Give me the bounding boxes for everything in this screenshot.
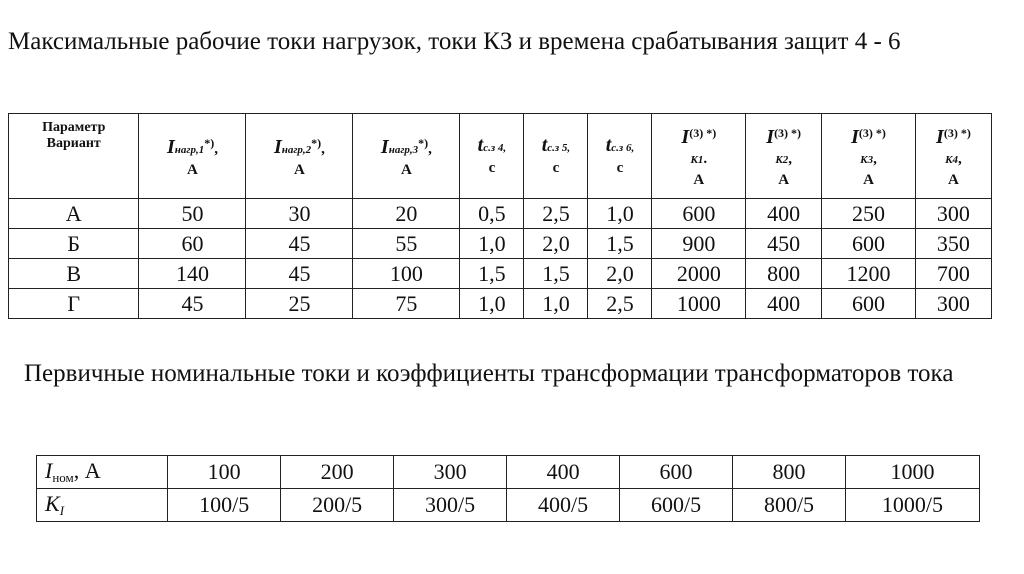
header-i-k2: $I^{(3) *)}$ К2, А — [746, 114, 822, 199]
header-t-prot-5: tс.з 5, с — [524, 114, 588, 199]
table-cell: 45 — [246, 229, 353, 259]
variant-cell: Г — [9, 289, 139, 319]
table-cell: 0,5 — [460, 199, 524, 229]
row-label-i-nom: $I_{ном}$, А — [37, 456, 168, 489]
table-cell: 1000 — [652, 289, 746, 319]
table-cell: 800 — [746, 259, 822, 289]
table-cell: 25 — [246, 289, 353, 319]
header-i-load-2: Iнагр,2*), А — [246, 114, 353, 199]
table-cell: 200 — [281, 456, 394, 489]
table-cell: 2000 — [652, 259, 746, 289]
table-row — [9, 289, 992, 319]
table-cell: 400/5 — [507, 489, 620, 522]
table-cell: 250 — [822, 199, 916, 229]
table-cell: 400 — [746, 199, 822, 229]
table-cell: 55 — [353, 229, 460, 259]
table-cell: 1,0 — [588, 199, 652, 229]
table-cell: 300/5 — [394, 489, 507, 522]
header-i-k4: $I^{(3) *)}$ К4, А — [915, 114, 991, 199]
table-cell: 1,5 — [460, 259, 524, 289]
table-cell: 600 — [822, 289, 916, 319]
table-cell: 1,5 — [588, 229, 652, 259]
table-cell: 600/5 — [620, 489, 733, 522]
table-row — [9, 229, 992, 259]
table-cell: 2,0 — [588, 259, 652, 289]
table-cell: 900 — [652, 229, 746, 259]
table-cell: 30 — [246, 199, 353, 229]
table-cell: 450 — [746, 229, 822, 259]
table-cell: 1,0 — [460, 289, 524, 319]
variant-cell: В — [9, 259, 139, 289]
header-i-k3: $I^{(3) *)}$ К3, А — [822, 114, 916, 199]
table-cell: 60 — [139, 229, 246, 259]
load-currents-table — [8, 113, 992, 319]
header-i-load-1: Iнагр,1*), А — [139, 114, 246, 199]
table-cell: 300 — [915, 199, 991, 229]
variant-cell: А — [9, 199, 139, 229]
table-row — [9, 259, 992, 289]
table-cell: 300 — [915, 289, 991, 319]
table-cell: 400 — [746, 289, 822, 319]
table-cell: 75 — [353, 289, 460, 319]
header-parameter-variant — [9, 114, 139, 199]
table-cell: 2,0 — [524, 229, 588, 259]
table-cell: 45 — [246, 259, 353, 289]
table-cell: 1000 — [845, 456, 979, 489]
ct-ratio-table — [36, 455, 980, 522]
table-cell: 600 — [652, 199, 746, 229]
header-t-prot-4: tс.з 4, с — [460, 114, 524, 199]
table-cell: 2,5 — [588, 289, 652, 319]
header-variant-label: Вариант — [46, 136, 101, 151]
table-cell: 600 — [822, 229, 916, 259]
header-parameter-label: Параметр — [42, 120, 106, 135]
table-cell: 800 — [733, 456, 846, 489]
table-cell: 200/5 — [281, 489, 394, 522]
table-cell: 1,5 — [524, 259, 588, 289]
table-row-i-nom — [37, 456, 980, 489]
header-t-prot-6: tс.з 6, с — [588, 114, 652, 199]
table-cell: 20 — [353, 199, 460, 229]
table-row — [9, 199, 992, 229]
table-cell: 100 — [168, 456, 281, 489]
table-cell: 400 — [507, 456, 620, 489]
table-cell: 1,0 — [460, 229, 524, 259]
table-row-k-i — [37, 489, 980, 522]
table-cell: 800/5 — [733, 489, 846, 522]
table-cell: 1000/5 — [845, 489, 979, 522]
heading-ct-ratios: Первичные номинальные токи и коэффициенты трансформации трансформаторов тока — [24, 360, 954, 387]
table-header-row — [9, 114, 992, 199]
table-cell: 300 — [394, 456, 507, 489]
table-cell: 1,0 — [524, 289, 588, 319]
table-cell: 100 — [353, 259, 460, 289]
table-cell: 100/5 — [168, 489, 281, 522]
table-cell: 50 — [139, 199, 246, 229]
variant-cell: Б — [9, 229, 139, 259]
header-i-load-3: Iнагр,3*), А — [353, 114, 460, 199]
table-cell: 140 — [139, 259, 246, 289]
table-cell: 2,5 — [524, 199, 588, 229]
table-cell: 1200 — [822, 259, 916, 289]
heading-load-currents: Максимальные рабочие токи нагрузок, токи КЗ и времена срабатывания защит 4 - 6 — [8, 28, 901, 55]
table-cell: 350 — [915, 229, 991, 259]
table-cell: 45 — [139, 289, 246, 319]
header-i-k1: $I^{(3) *)}$ К1. А — [652, 114, 746, 199]
table-cell: 600 — [620, 456, 733, 489]
table-cell: 700 — [915, 259, 991, 289]
row-label-k-i: $K_I$ — [37, 489, 168, 522]
